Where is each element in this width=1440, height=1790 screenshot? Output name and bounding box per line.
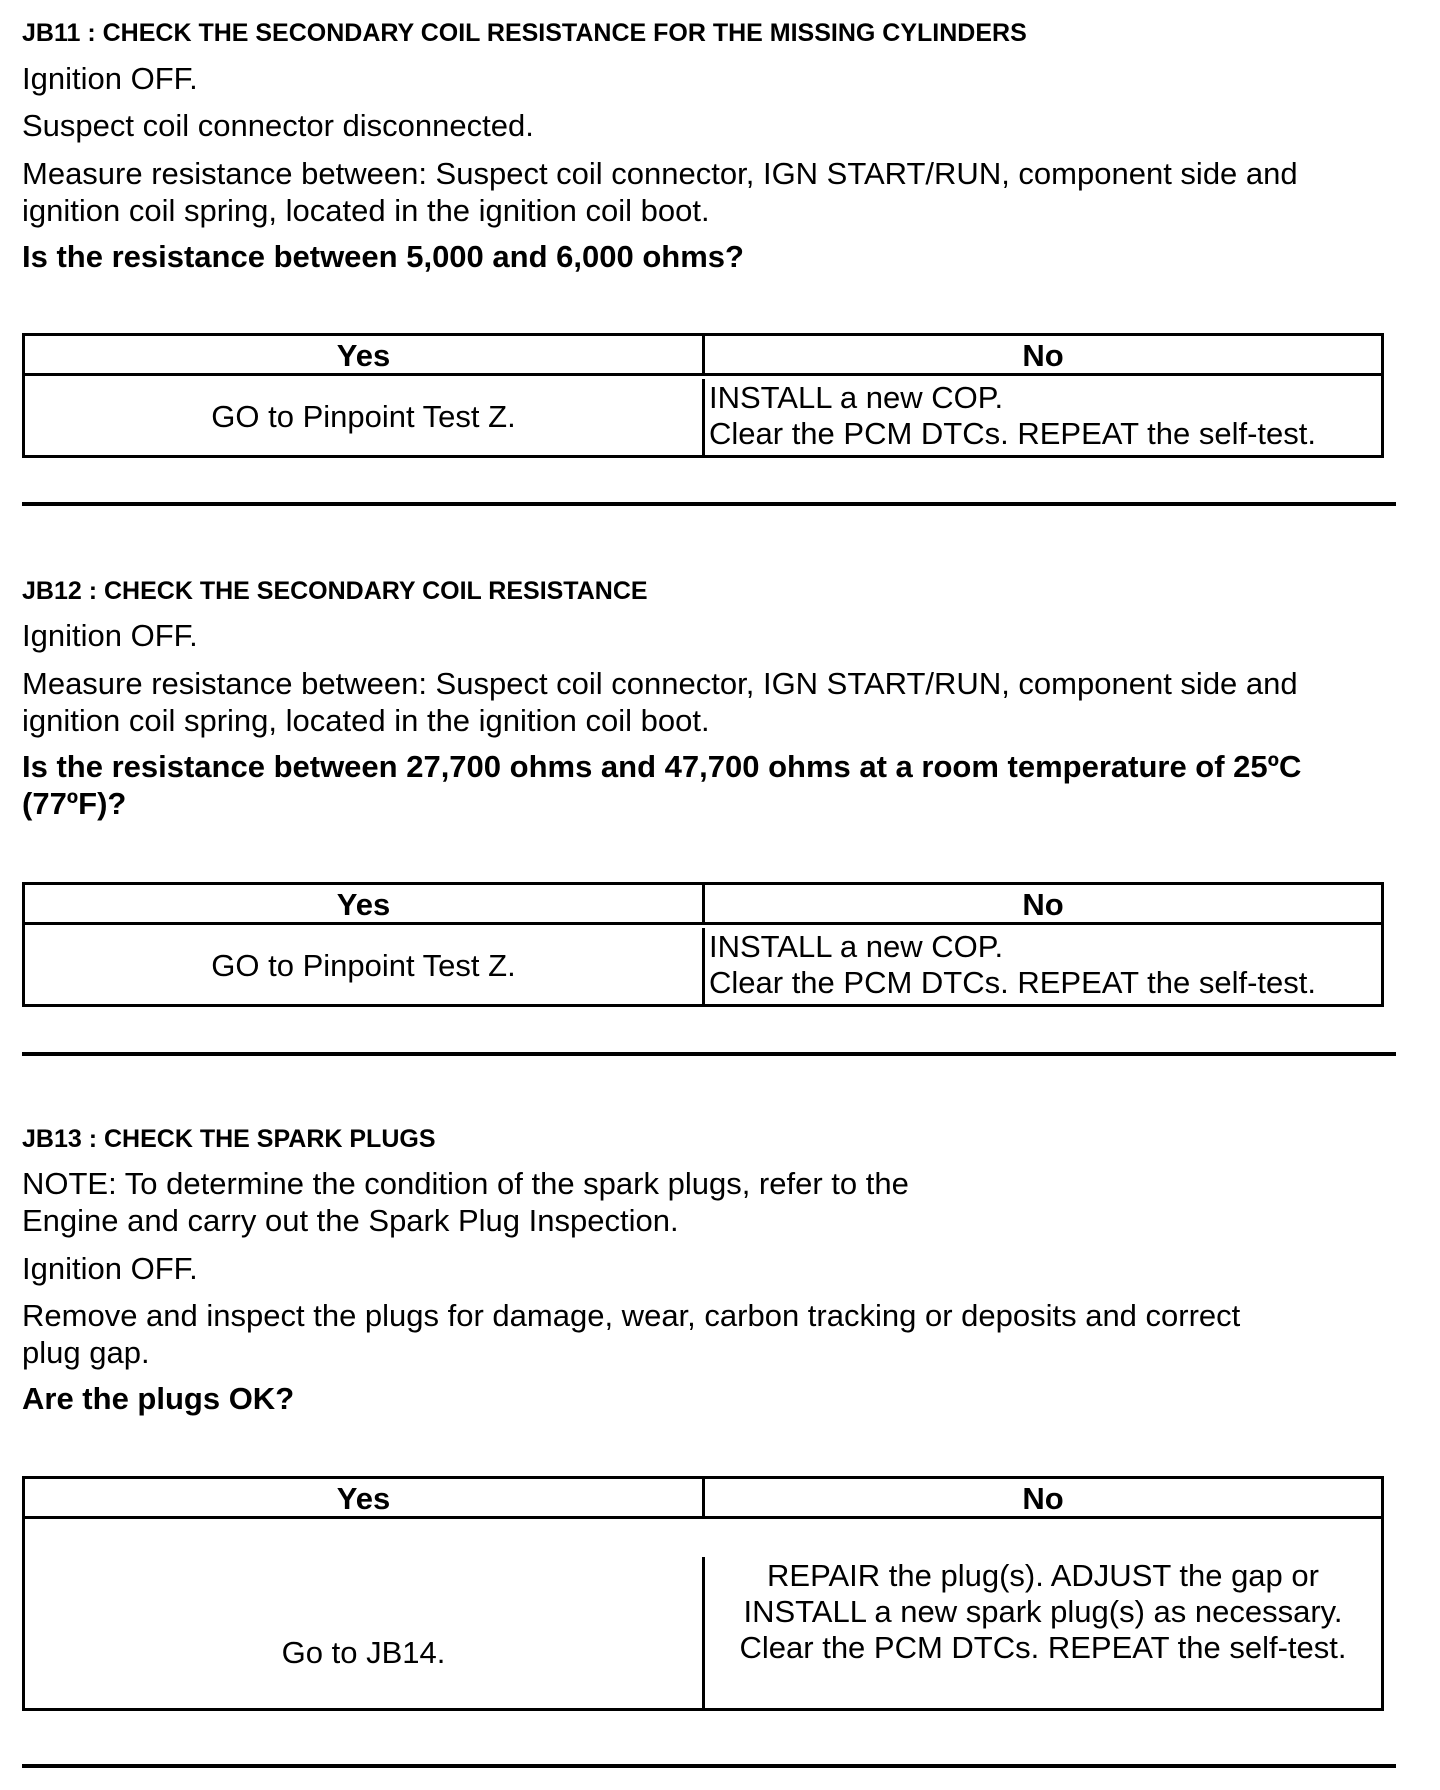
jb12-step-2-cont: ignition coil spring, located in the ignition coil boot. [22,703,710,738]
jb12-heading: JB12 : CHECK THE SECONDARY COIL RESISTANCE [22,577,648,605]
jb13-yes-text: Go to JB14. [281,1634,446,1670]
jb13-note-line-2: Engine and carry out the Spark Plug Inspection. [22,1203,679,1238]
jb12-question-wrap [22,748,1398,822]
jb11-question: Is the resistance between 5,000 and 6,000 ohms? [22,239,744,274]
jb12-no-cell [705,928,1381,1004]
jb11-result-table [22,333,1384,458]
jb11-no-header: No [705,336,1381,376]
section-divider [22,1052,1396,1056]
jb12-step-2-wrap [22,665,1398,739]
jb13-note-wrap [22,1165,1398,1239]
jb11-heading: JB11 : CHECK THE SECONDARY COIL RESISTANCE FOR THE MISSING CYLINDERS [22,19,1027,47]
jb11-yes-text: GO to Pinpoint Test Z. [211,399,516,434]
jb13-step-remove-cont: plug gap. [22,1335,150,1370]
jb13-question-wrap [22,1380,1398,1417]
jb13-result-table [22,1476,1384,1711]
jb13-heading: JB13 : CHECK THE SPARK PLUGS [22,1125,436,1153]
jb13-no-cell [705,1557,1381,1709]
jb11-step-1: Ignition OFF. [22,61,198,96]
jb11-step-3-cont: ignition coil spring, located in the ignition coil boot. [22,193,710,228]
jb13-note-line-1: NOTE: To determine the condition of the spark plugs, refer to the [22,1166,909,1201]
jb11-section [22,18,1398,48]
jb13-no-header: No [705,1479,1381,1519]
jb12-question-line-2: (77ºF)? [22,786,127,821]
jb12-yes-text: GO to Pinpoint Test Z. [211,948,516,983]
jb13-step-2-wrap [22,1297,1398,1371]
jb13-question: Are the plugs OK? [22,1381,295,1416]
jb11-question-wrap [22,238,1398,275]
jb13-yes-cell [25,1557,705,1709]
jb13-step-1-wrap [22,1250,1398,1287]
jb13-yes-header: Yes [25,1479,705,1519]
jb12-yes-header: Yes [25,885,705,925]
jb11-yes-cell [25,379,705,455]
jb11-no-line-1: INSTALL a new COP. [709,380,1004,415]
jb12-section [22,576,1398,606]
jb12-yes-cell [25,928,705,1004]
jb11-steps [22,60,1398,97]
jb11-no-line-2: Clear the PCM DTCs. REPEAT the self-test. [709,416,1316,451]
jb12-result-table [22,882,1384,1007]
jb13-section [22,1124,1398,1154]
jb12-step-2: Measure resistance between: Suspect coil connector, IGN START/RUN, component side and [22,666,1298,701]
jb13-step-remove: Remove and inspect the plugs for damage, wear, carbon tracking or deposits and correct [22,1298,1241,1333]
jb11-step-2: Suspect coil connector disconnected. [22,108,534,143]
jb11-step-2-wrap [22,107,1398,144]
jb12-no-line-2: Clear the PCM DTCs. REPEAT the self-test. [709,965,1316,1000]
jb11-no-cell [705,379,1381,455]
section-divider [22,502,1396,506]
jb12-question-line-1: Is the resistance between 27,700 ohms and 47,700 ohms at a room temperature of 25ºC [22,749,1302,784]
section-divider [22,1764,1396,1768]
jb12-step-1-wrap [22,617,1398,654]
jb12-no-line-1: INSTALL a new COP. [709,929,1004,964]
jb13-no-line-2: INSTALL a new spark plug(s) as necessary. [743,1593,1343,1629]
jb11-step-3-wrap [22,155,1398,229]
jb12-no-header: No [705,885,1381,925]
jb11-yes-header: Yes [25,336,705,376]
jb13-no-line-1: REPAIR the plug(s). ADJUST the gap or [767,1557,1319,1593]
jb11-step-3: Measure resistance between: Suspect coil connector, IGN START/RUN, component side and [22,156,1298,191]
jb13-step-ignition: Ignition OFF. [22,1251,198,1286]
jb13-no-line-3: Clear the PCM DTCs. REPEAT the self-test. [739,1629,1347,1665]
jb12-step-1: Ignition OFF. [22,618,198,653]
